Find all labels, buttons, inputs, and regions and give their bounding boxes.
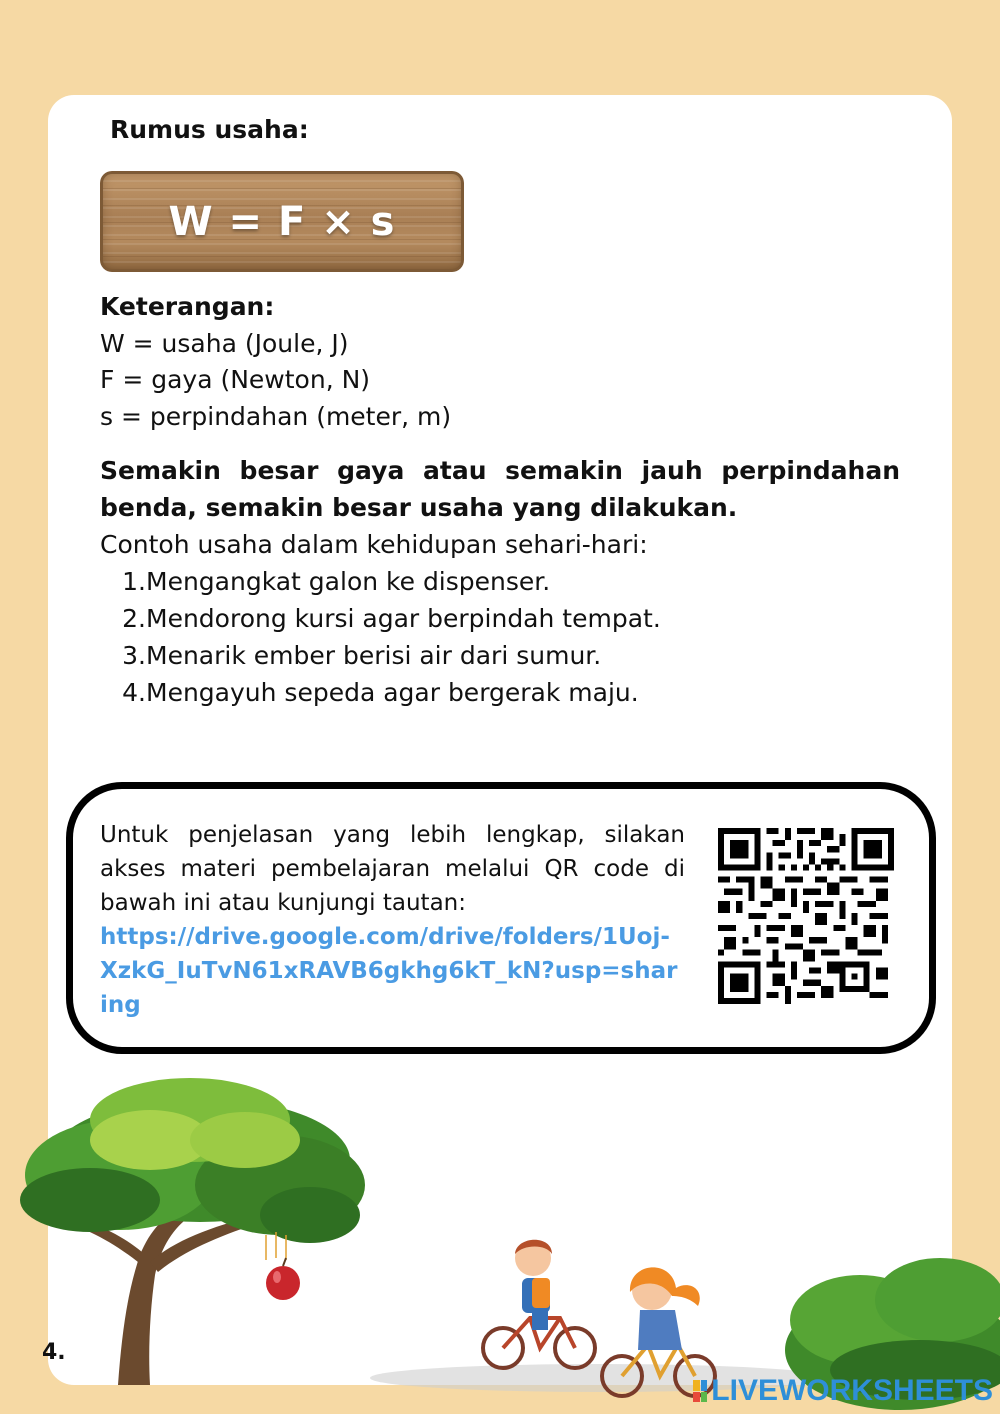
tree-icon xyxy=(20,1078,365,1385)
apple-icon xyxy=(266,1232,300,1300)
list-item: 1. Mengangkat galon ke dispenser. xyxy=(122,567,551,596)
drive-link[interactable]: https://drive.google.com/drive/folders/1Uoj-XzkG_IuTvN61xRAVB6gkhg6kT_kN?usp=sharing xyxy=(100,924,678,1018)
watermark-text: LIVEWORKSHEETS xyxy=(711,1374,993,1407)
watermark xyxy=(693,1376,993,1406)
examples-intro: Contoh usaha dalam kehidupan sehari-hari: xyxy=(100,530,648,559)
list-item: 4. Mengayuh sepeda agar bergerak maju. xyxy=(122,678,639,707)
formula-text: W = F × s xyxy=(168,198,396,245)
list-item: 2. Mendorong kursi agar berpindah tempat. xyxy=(122,604,661,633)
legend-heading: Keterangan: xyxy=(100,292,275,321)
list-item: 3. Menarik ember berisi air dari sumur. xyxy=(122,641,602,670)
legend-line-work: W = usaha (Joule, J) xyxy=(100,328,349,358)
legend-line-force: F = gaya (Newton, N) xyxy=(100,365,371,394)
formula-heading: Rumus usaha: xyxy=(110,115,309,144)
boy-on-bicycle-icon xyxy=(483,1240,595,1368)
page-number: 4. xyxy=(42,1340,66,1365)
info-description: Untuk penjelasan yang lebih lengkap, silakan akses materi pembelajaran melalui QR code di bawah ini atau kunjungi tautan: xyxy=(100,822,685,916)
emphasis-statement: Semakin besar gaya atau semakin jauh perpindahan benda, semakin besar usaha yang dilakukan. xyxy=(100,456,900,522)
watermark-logo-icon xyxy=(693,1380,707,1402)
legend-line-displacement: s = perpindahan (meter, m) xyxy=(100,401,452,431)
